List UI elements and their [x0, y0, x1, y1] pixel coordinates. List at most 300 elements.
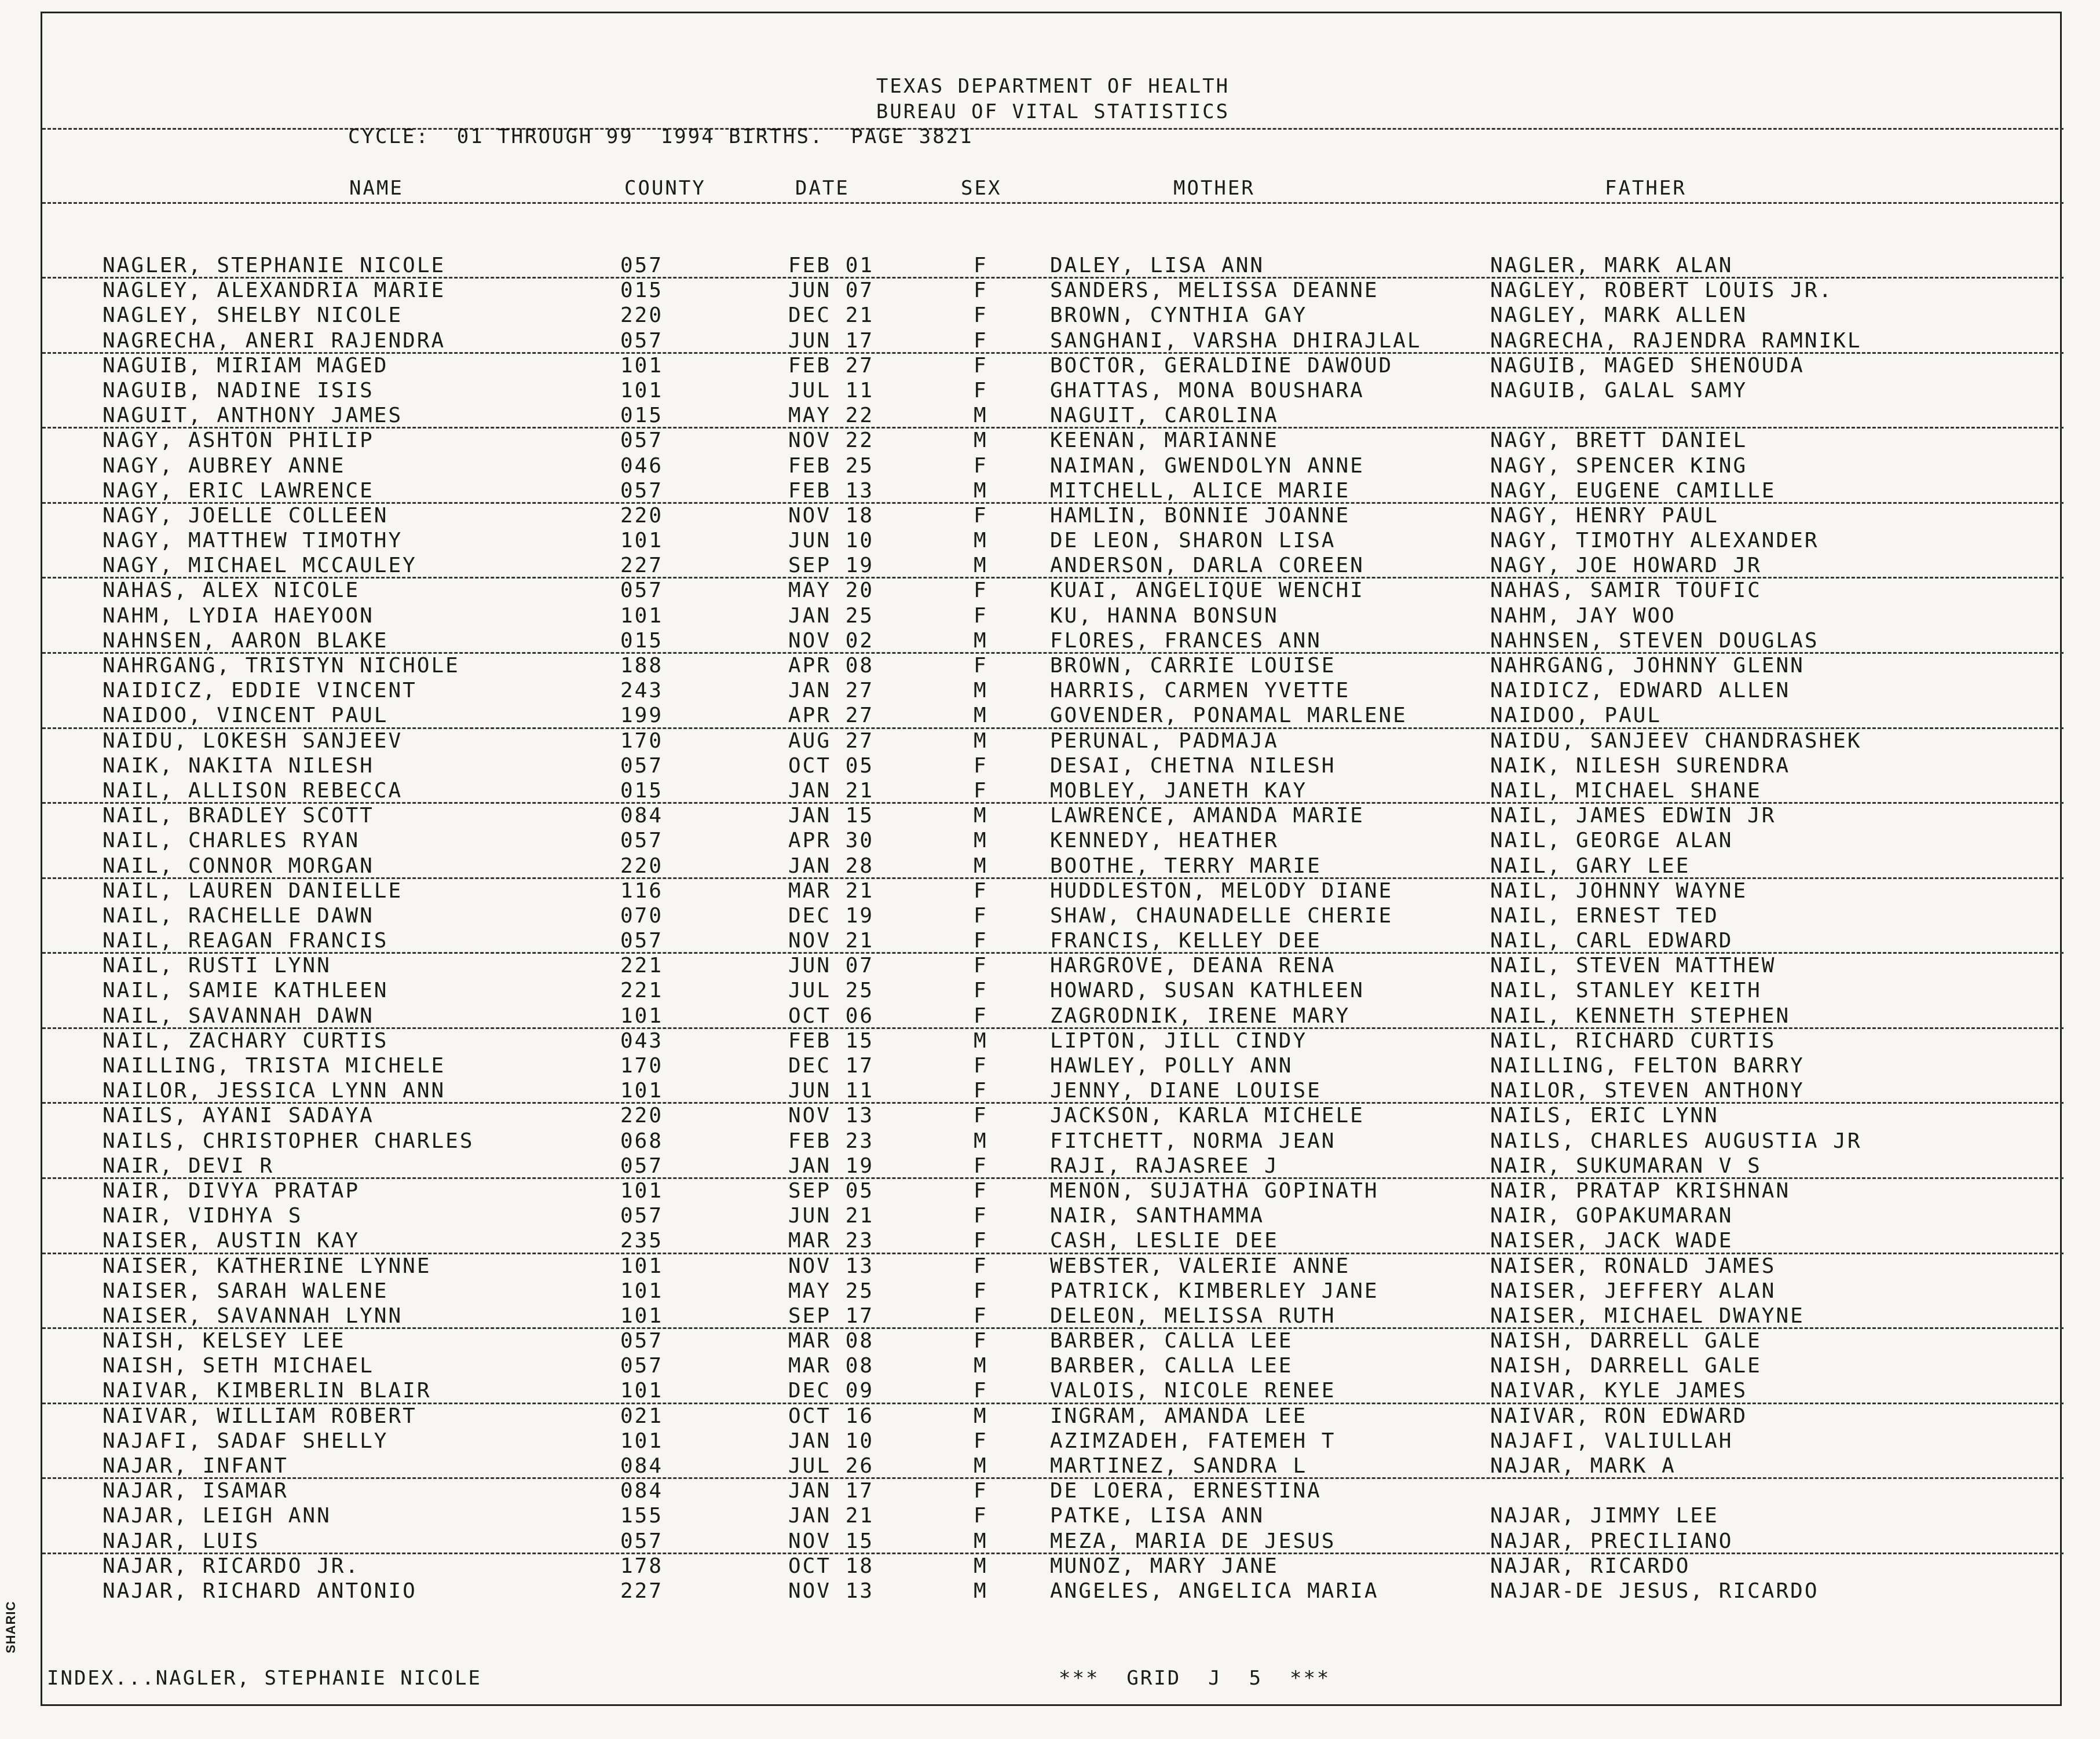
- record-sex: M: [974, 1529, 988, 1553]
- record-row: [42, 879, 2064, 904]
- record-sex: M: [974, 804, 988, 828]
- record-mother: SANDERS, MELISSA DEANNE: [1050, 279, 1379, 303]
- record-county: 101: [620, 1379, 664, 1403]
- record-county: 015: [620, 404, 664, 428]
- record-row: [42, 329, 2064, 354]
- record-mother: HUDDLESTON, MELODY DIANE: [1050, 878, 1393, 903]
- record-father: NAJAR, PRECILIANO: [1490, 1529, 1733, 1553]
- record-row: [42, 1004, 2064, 1029]
- record-mother: SHAW, CHAUNADELLE CHERIE: [1050, 903, 1393, 928]
- record-name: NAGY, MICHAEL MCCAULEY: [103, 554, 417, 578]
- record-date: AUG 27: [788, 728, 875, 753]
- record-date: JUN 11: [788, 1079, 875, 1103]
- record-mother: ZAGRODNIK, IRENE MARY: [1050, 1004, 1351, 1028]
- record-row: [42, 779, 2064, 804]
- record-county: 101: [620, 1254, 664, 1278]
- record-row: [42, 479, 2064, 504]
- record-sex: F: [974, 503, 988, 528]
- record-date: OCT 06: [788, 1004, 875, 1028]
- record-name: NAIL, SAVANNAH DAWN: [103, 1004, 374, 1028]
- record-date: JAN 17: [788, 1479, 875, 1503]
- record-father: NAGLEY, MARK ALLEN: [1490, 303, 1748, 328]
- record-mother: RAJI, RAJASREE J: [1050, 1154, 1279, 1178]
- record-mother: FLORES, FRANCES ANN: [1050, 628, 1322, 653]
- record-name: NAJAR, RICHARD ANTONIO: [103, 1579, 417, 1603]
- record-name: NAIL, CONNOR MORGAN: [103, 854, 374, 878]
- record-sex: M: [974, 1354, 988, 1378]
- record-father: NAIL, KENNETH STEPHEN: [1490, 1004, 1791, 1028]
- record-mother: MARTINEZ, SANDRA L: [1050, 1454, 1308, 1478]
- record-sex: F: [974, 1254, 988, 1278]
- record-county: 068: [620, 1129, 664, 1153]
- record-father: NAGUIB, MAGED SHENOUDA: [1490, 353, 1805, 378]
- record-row: [42, 1554, 2064, 1579]
- record-date: JAN 10: [788, 1429, 875, 1453]
- record-sex: F: [974, 1054, 988, 1078]
- record-name: NAILLING, TRISTA MICHELE: [103, 1054, 446, 1078]
- side-label: SHARIC: [3, 1601, 18, 1653]
- record-father: NAGY, TIMOTHY ALEXANDER: [1490, 529, 1819, 553]
- record-date: NOV 21: [788, 929, 875, 953]
- record-mother: MEZA, MARIA DE JESUS: [1050, 1529, 1336, 1553]
- record-county: 101: [620, 1304, 664, 1328]
- record-sex: F: [974, 753, 988, 778]
- record-sex: M: [974, 429, 988, 453]
- record-row: [42, 1429, 2064, 1454]
- record-county: 057: [620, 579, 664, 603]
- record-date: DEC 19: [788, 903, 875, 928]
- record-date: JAN 25: [788, 603, 875, 628]
- record-row: [42, 1379, 2064, 1404]
- record-date: MAR 21: [788, 878, 875, 903]
- record-county: 101: [620, 1079, 664, 1103]
- record-sex: F: [974, 1229, 988, 1253]
- record-county: 057: [620, 429, 664, 453]
- record-county: 227: [620, 554, 664, 578]
- record-father: NAIR, GOPAKUMARAN: [1490, 1204, 1733, 1228]
- record-date: OCT 18: [788, 1554, 875, 1578]
- record-father: NAIK, NILESH SURENDRA: [1490, 753, 1791, 778]
- record-county: 015: [620, 628, 664, 653]
- record-name: NAGLEY, ALEXANDRIA MARIE: [103, 279, 446, 303]
- record-mother: DE LOERA, ERNESTINA: [1050, 1479, 1322, 1503]
- record-row: [42, 354, 2064, 379]
- record-county: 057: [620, 1204, 664, 1228]
- record-name: NAIL, CHARLES RYAN: [103, 829, 360, 853]
- divider: [42, 202, 2064, 204]
- record-father: NAGLER, MARK ALAN: [1490, 254, 1733, 277]
- record-sex: F: [974, 1279, 988, 1303]
- record-date: APR 30: [788, 829, 875, 853]
- header-subtitle: BUREAU OF VITAL STATISTICS: [876, 100, 1230, 123]
- record-row: [42, 1329, 2064, 1354]
- record-county: 057: [620, 1154, 664, 1178]
- record-father: NAISER, RONALD JAMES: [1490, 1254, 1776, 1278]
- record-date: FEB 27: [788, 353, 875, 378]
- record-row: [42, 404, 2064, 429]
- record-father: NAIL, JAMES EDWIN JR: [1490, 804, 1776, 828]
- record-father: NAIL, GARY LEE: [1490, 854, 1691, 878]
- record-sex: F: [974, 603, 988, 628]
- record-father: NAIVAR, RON EDWARD: [1490, 1404, 1748, 1428]
- record-sex: M: [974, 854, 988, 878]
- record-county: 057: [620, 254, 664, 277]
- record-date: FEB 23: [788, 1129, 875, 1153]
- column-header-county: COUNTY: [624, 177, 706, 200]
- record-county: 199: [620, 704, 664, 728]
- record-mother: HARGROVE, DEANA RENA: [1050, 954, 1336, 978]
- record-father: NAGY, HENRY PAUL: [1490, 503, 1719, 528]
- column-header-father: FATHER: [1605, 177, 1686, 200]
- record-name: NAJAR, INFANT: [103, 1454, 288, 1478]
- record-date: JUN 21: [788, 1204, 875, 1228]
- record-row: [42, 629, 2064, 654]
- record-mother: KU, HANNA BONSUN: [1050, 603, 1279, 628]
- record-mother: ANDERSON, DARLA COREEN: [1050, 554, 1364, 578]
- record-mother: JACKSON, KARLA MICHELE: [1050, 1104, 1364, 1128]
- record-name: NAJAR, LUIS: [103, 1529, 260, 1553]
- record-father: NAISER, JACK WADE: [1490, 1229, 1733, 1253]
- record-county: 084: [620, 804, 664, 828]
- record-county: 101: [620, 529, 664, 553]
- record-sex: F: [974, 1379, 988, 1403]
- record-date: MAY 20: [788, 579, 875, 603]
- record-row: [42, 1404, 2064, 1429]
- record-father: NAISH, DARRELL GALE: [1490, 1354, 1762, 1378]
- record-father: NAIL, GEORGE ALAN: [1490, 829, 1733, 853]
- record-date: NOV 22: [788, 429, 875, 453]
- record-mother: BROWN, CYNTHIA GAY: [1050, 303, 1308, 328]
- record-sex: F: [974, 1304, 988, 1328]
- record-mother: KEENAN, MARIANNE: [1050, 429, 1279, 453]
- record-date: JAN 21: [788, 778, 875, 803]
- records-list: [42, 254, 2064, 1604]
- record-county: 116: [620, 878, 664, 903]
- record-row: [42, 729, 2064, 754]
- record-name: NAILS, CHRISTOPHER CHARLES: [103, 1129, 474, 1153]
- record-date: JAN 15: [788, 804, 875, 828]
- record-father: NAGY, JOE HOWARD JR: [1490, 554, 1762, 578]
- record-sex: F: [974, 453, 988, 478]
- record-name: NAISER, AUSTIN KAY: [103, 1229, 360, 1253]
- record-date: JUN 07: [788, 279, 875, 303]
- record-mother: DELEON, MELISSA RUTH: [1050, 1304, 1336, 1328]
- record-father: NAIDU, SANJEEV CHANDRASHEK: [1490, 728, 1862, 753]
- record-row: [42, 704, 2064, 728]
- record-name: NAJAR, LEIGH ANN: [103, 1504, 331, 1528]
- record-mother: NAGUIT, CAROLINA: [1050, 404, 1279, 428]
- record-father: NAGY, SPENCER KING: [1490, 453, 1748, 478]
- record-county: 084: [620, 1454, 664, 1478]
- footer-grid: *** GRID J 5 ***: [1059, 1667, 1331, 1690]
- record-mother: HAMLIN, BONNIE JOANNE: [1050, 503, 1351, 528]
- record-father: NAIDICZ, EDWARD ALLEN: [1490, 679, 1791, 703]
- record-date: JUL 25: [788, 979, 875, 1003]
- record-mother: VALOIS, NICOLE RENEE: [1050, 1379, 1336, 1403]
- record-name: NAHNSEN, AARON BLAKE: [103, 628, 389, 653]
- record-father: NAGRECHA, RAJENDRA RAMNIKL: [1490, 328, 1862, 353]
- record-mother: ANGELES, ANGELICA MARIA: [1050, 1579, 1379, 1603]
- record-name: NAIVAR, KIMBERLIN BLAIR: [103, 1379, 431, 1403]
- record-county: 101: [620, 353, 664, 378]
- record-mother: BOCTOR, GERALDINE DAWOUD: [1050, 353, 1393, 378]
- record-county: 178: [620, 1554, 664, 1578]
- record-county: 101: [620, 1429, 664, 1453]
- record-name: NAILOR, JESSICA LYNN ANN: [103, 1079, 446, 1103]
- record-name: NAHAS, ALEX NICOLE: [103, 579, 360, 603]
- record-row: [42, 454, 2064, 479]
- record-father: NAGUIB, GALAL SAMY: [1490, 378, 1748, 402]
- record-county: 057: [620, 1354, 664, 1378]
- record-date: JUL 11: [788, 378, 875, 402]
- record-county: 220: [620, 854, 664, 878]
- record-county: 057: [620, 829, 664, 853]
- record-row: [42, 504, 2064, 529]
- record-sex: F: [974, 929, 988, 953]
- record-date: NOV 13: [788, 1104, 875, 1128]
- record-mother: KUAI, ANGELIQUE WENCHI: [1050, 579, 1364, 603]
- record-father: NAJAR-DE JESUS, RICARDO: [1490, 1579, 1819, 1603]
- record-row: [42, 654, 2064, 679]
- record-date: FEB 01: [788, 254, 875, 277]
- record-name: NAIVAR, WILLIAM ROBERT: [103, 1404, 417, 1428]
- record-county: 057: [620, 1329, 664, 1353]
- record-row: [42, 1279, 2064, 1304]
- record-sex: F: [974, 654, 988, 678]
- record-county: 243: [620, 679, 664, 703]
- record-name: NAGY, AUBREY ANNE: [103, 453, 346, 478]
- record-county: 220: [620, 1104, 664, 1128]
- record-county: 057: [620, 753, 664, 778]
- record-row: [42, 754, 2064, 779]
- record-father: NAISH, DARRELL GALE: [1490, 1329, 1762, 1353]
- record-date: NOV 02: [788, 628, 875, 653]
- record-sex: M: [974, 628, 988, 653]
- record-mother: SANGHANI, VARSHA DHIRAJLAL: [1050, 328, 1422, 353]
- record-county: 101: [620, 1178, 664, 1203]
- record-county: 070: [620, 903, 664, 928]
- record-name: NAIL, LAUREN DANIELLE: [103, 878, 403, 903]
- column-header-name: NAME: [349, 177, 404, 200]
- record-name: NAGUIB, NADINE ISIS: [103, 378, 374, 402]
- header-title: TEXAS DEPARTMENT OF HEALTH: [876, 75, 1230, 98]
- record-date: OCT 16: [788, 1404, 875, 1428]
- record-mother: FRANCIS, KELLEY DEE: [1050, 929, 1322, 953]
- record-sex: M: [974, 1129, 988, 1153]
- record-father: NAILLING, FELTON BARRY: [1490, 1054, 1805, 1078]
- record-county: 170: [620, 728, 664, 753]
- record-date: APR 27: [788, 704, 875, 728]
- column-header-sex: SEX: [961, 177, 1002, 200]
- record-row: [42, 1204, 2064, 1229]
- record-county: 057: [620, 929, 664, 953]
- record-date: FEB 15: [788, 1028, 875, 1053]
- record-name: NAGUIB, MIRIAM MAGED: [103, 353, 389, 378]
- record-date: SEP 05: [788, 1178, 875, 1203]
- record-name: NAIL, BRADLEY SCOTT: [103, 804, 374, 828]
- record-date: NOV 13: [788, 1579, 875, 1603]
- record-row: [42, 554, 2064, 579]
- record-name: NAHRGANG, TRISTYN NICHOLE: [103, 654, 460, 678]
- record-mother: HOWARD, SUSAN KATHLEEN: [1050, 979, 1364, 1003]
- record-county: 221: [620, 954, 664, 978]
- record-date: JUN 17: [788, 328, 875, 353]
- record-name: NAGRECHA, ANERI RAJENDRA: [103, 328, 446, 353]
- record-date: JUL 26: [788, 1454, 875, 1478]
- record-name: NAIL, RACHELLE DAWN: [103, 903, 374, 928]
- record-father: NAGY, BRETT DANIEL: [1490, 429, 1748, 453]
- record-mother: HAWLEY, POLLY ANN: [1050, 1054, 1293, 1078]
- record-row: [42, 1104, 2064, 1129]
- record-name: NAGUIT, ANTHONY JAMES: [103, 404, 403, 428]
- record-sex: F: [974, 1079, 988, 1103]
- record-date: NOV 13: [788, 1254, 875, 1278]
- record-date: JAN 21: [788, 1504, 875, 1528]
- record-row: [42, 1154, 2064, 1179]
- record-sex: F: [974, 328, 988, 353]
- record-father: NAILS, ERIC LYNN: [1490, 1104, 1719, 1128]
- record-county: 101: [620, 1279, 664, 1303]
- record-mother: JENNY, DIANE LOUISE: [1050, 1079, 1322, 1103]
- record-mother: NAIR, SANTHAMMA: [1050, 1204, 1265, 1228]
- record-row: [42, 1029, 2064, 1054]
- record-father: NAIL, STANLEY KEITH: [1490, 979, 1762, 1003]
- record-father: NAIR, SUKUMARAN V S: [1490, 1154, 1762, 1178]
- record-father: NAISER, MICHAEL DWAYNE: [1490, 1304, 1805, 1328]
- record-sex: F: [974, 954, 988, 978]
- record-father: NAIR, PRATAP KRISHNAN: [1490, 1178, 1791, 1203]
- record-county: 046: [620, 453, 664, 478]
- record-row: [42, 1579, 2064, 1604]
- record-name: NAIL, RUSTI LYNN: [103, 954, 331, 978]
- record-father: NAJAFI, VALIULLAH: [1490, 1429, 1733, 1453]
- footer-index: INDEX...NAGLER, STEPHANIE NICOLE: [47, 1667, 482, 1690]
- record-row: [42, 1354, 2064, 1379]
- record-father: NAIL, MICHAEL SHANE: [1490, 778, 1762, 803]
- record-sex: F: [974, 1004, 988, 1028]
- record-county: 227: [620, 1579, 664, 1603]
- record-name: NAIR, DIVYA PRATAP: [103, 1178, 360, 1203]
- record-sex: F: [974, 579, 988, 603]
- record-sex: F: [974, 378, 988, 402]
- record-sex: F: [974, 303, 988, 328]
- record-name: NAIDOO, VINCENT PAUL: [103, 704, 389, 728]
- record-mother: MITCHELL, ALICE MARIE: [1050, 478, 1351, 503]
- record-sex: M: [974, 728, 988, 753]
- record-row: [42, 1229, 2064, 1254]
- record-name: NAISH, KELSEY LEE: [103, 1329, 346, 1353]
- record-father: NAJAR, RICARDO: [1490, 1554, 1691, 1578]
- record-sex: M: [974, 529, 988, 553]
- record-mother: GHATTAS, MONA BOUSHARA: [1050, 378, 1364, 402]
- report-page: [41, 12, 2062, 1706]
- record-sex: F: [974, 1479, 988, 1503]
- record-sex: F: [974, 1154, 988, 1178]
- divider: [42, 128, 2064, 130]
- record-mother: CASH, LESLIE DEE: [1050, 1229, 1279, 1253]
- record-row: [42, 1454, 2064, 1479]
- cycle-line: CYCLE: 01 THROUGH 99 1994 BIRTHS. PAGE 3821: [348, 125, 974, 148]
- record-row: [42, 279, 2064, 303]
- record-date: MAR 23: [788, 1229, 875, 1253]
- record-father: NAJAR, JIMMY LEE: [1490, 1504, 1719, 1528]
- record-sex: F: [974, 1329, 988, 1353]
- record-county: 220: [620, 303, 664, 328]
- record-sex: M: [974, 1028, 988, 1053]
- record-county: 101: [620, 378, 664, 402]
- record-sex: F: [974, 979, 988, 1003]
- record-father: NAHM, JAY WOO: [1490, 603, 1676, 628]
- record-date: SEP 17: [788, 1304, 875, 1328]
- record-father: NAJAR, MARK A: [1490, 1454, 1676, 1478]
- record-county: 101: [620, 1004, 664, 1028]
- record-row: [42, 529, 2064, 554]
- record-date: DEC 17: [788, 1054, 875, 1078]
- record-row: [42, 1079, 2064, 1104]
- record-mother: MUNOZ, MARY JANE: [1050, 1554, 1279, 1578]
- record-name: NAJAR, ISAMAR: [103, 1479, 288, 1503]
- record-date: MAR 08: [788, 1354, 875, 1378]
- record-county: 170: [620, 1054, 664, 1078]
- record-row: [42, 979, 2064, 1004]
- record-row: [42, 1054, 2064, 1079]
- record-name: NAISER, SAVANNAH LYNN: [103, 1304, 403, 1328]
- record-name: NAISH, SETH MICHAEL: [103, 1354, 374, 1378]
- record-row: [42, 429, 2064, 453]
- record-name: NAIDICZ, EDDIE VINCENT: [103, 679, 417, 703]
- record-date: APR 08: [788, 654, 875, 678]
- record-name: NAGY, JOELLE COLLEEN: [103, 503, 389, 528]
- record-county: 043: [620, 1028, 664, 1053]
- record-name: NAGY, ERIC LAWRENCE: [103, 478, 374, 503]
- record-row: [42, 954, 2064, 979]
- record-name: NAIL, ALLISON REBECCA: [103, 778, 403, 803]
- record-mother: LAWRENCE, AMANDA MARIE: [1050, 804, 1364, 828]
- record-mother: PERUNAL, PADMAJA: [1050, 728, 1279, 753]
- record-sex: M: [974, 1404, 988, 1428]
- record-sex: F: [974, 1504, 988, 1528]
- record-father: NAHNSEN, STEVEN DOUGLAS: [1490, 628, 1819, 653]
- record-sex: F: [974, 1204, 988, 1228]
- record-row: [42, 604, 2064, 629]
- record-date: SEP 19: [788, 554, 875, 578]
- record-county: 155: [620, 1504, 664, 1528]
- record-county: 057: [620, 1529, 664, 1553]
- record-row: [42, 854, 2064, 879]
- record-sex: F: [974, 778, 988, 803]
- record-mother: DALEY, LISA ANN: [1050, 254, 1265, 277]
- record-mother: PATKE, LISA ANN: [1050, 1504, 1265, 1528]
- record-mother: DESAI, CHETNA NILESH: [1050, 753, 1336, 778]
- record-name: NAIR, DEVI R: [103, 1154, 275, 1178]
- record-county: 015: [620, 778, 664, 803]
- record-father: NAIL, JOHNNY WAYNE: [1490, 878, 1748, 903]
- record-row: [42, 303, 2064, 328]
- record-sex: F: [974, 1429, 988, 1453]
- record-mother: WEBSTER, VALERIE ANNE: [1050, 1254, 1351, 1278]
- record-sex: M: [974, 679, 988, 703]
- record-name: NAIL, SAMIE KATHLEEN: [103, 979, 389, 1003]
- record-father: NAHAS, SAMIR TOUFIC: [1490, 579, 1762, 603]
- record-row: [42, 679, 2064, 704]
- record-mother: BARBER, CALLA LEE: [1050, 1354, 1293, 1378]
- record-county: 220: [620, 503, 664, 528]
- record-date: MAY 25: [788, 1279, 875, 1303]
- record-date: FEB 25: [788, 453, 875, 478]
- record-row: [42, 804, 2064, 829]
- record-county: 101: [620, 603, 664, 628]
- record-date: JUN 10: [788, 529, 875, 553]
